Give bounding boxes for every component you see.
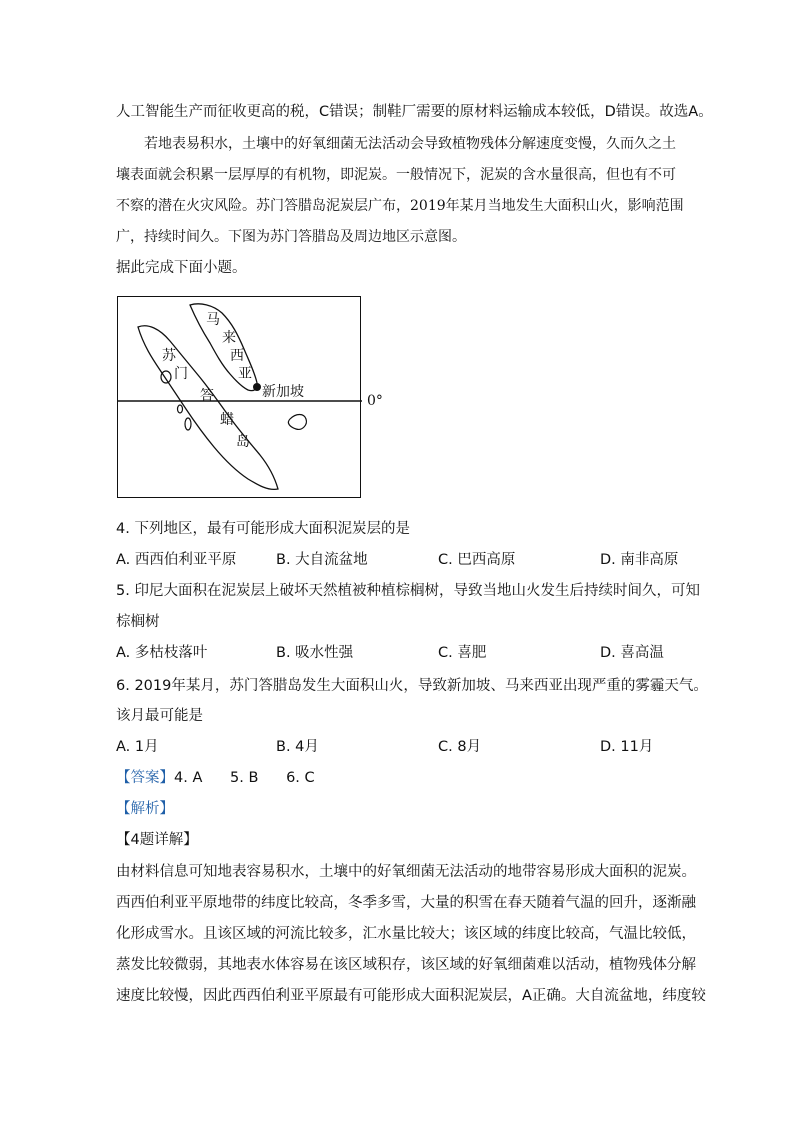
analysis-line: 西西伯利亚平原地带的纬度比较高，冬季多雪，大量的积雪在春天随着气温的回升，逐渐融 <box>116 895 696 911</box>
analysis-line: 由材料信息可知地表容易积水，土壤中的好氧细菌无法活动的地带容易形成大面积的泥炭。 <box>116 864 696 880</box>
question-4: 4. 下列地区，最有可能形成大面积泥炭层的是 <box>116 521 410 537</box>
label-da: 答 <box>200 388 214 404</box>
question-5: 5. 印尼大面积在泥炭层上破坏天然植被种植棕榈树，导致当地山火发生后持续时间久，可知 <box>116 583 700 599</box>
q6-option-a: A. 1月 <box>116 739 159 755</box>
q4-detail-label: 【4题详解】 <box>116 832 198 848</box>
answer-row <box>116 768 315 788</box>
map-drawing <box>118 297 362 499</box>
island <box>161 371 171 383</box>
q5-option-b: B. 吸水性强 <box>276 645 354 661</box>
q5-option-a: A. 多枯枝落叶 <box>116 645 208 661</box>
question-6: 6. 2019年某月，苏门答腊岛发生大面积山火，导致新加坡、马来西亚出现严重的雾霾天气。 <box>116 678 708 694</box>
island <box>288 415 306 430</box>
island <box>178 405 183 413</box>
analysis-line: 速度比较慢，因此西西伯利亚平原最有可能形成大面积泥炭层，A正确。大自流盆地，纬度较 <box>116 988 706 1004</box>
q6-option-d: D. 11月 <box>600 739 654 755</box>
intro-tail: 人工智能生产而征收更高的税，C错误；制鞋厂需要的原材料运输成本较低，D错误。故选A。 <box>116 104 713 120</box>
passage-line: 若地表易积水，土壤中的好氧细菌无法活动会导致植物残体分解速度变慢，久而久之土 <box>144 136 676 152</box>
q6-option-c: C. 8月 <box>438 739 482 755</box>
label-ya: 亚 <box>238 366 252 382</box>
label-dao: 岛 <box>236 434 250 450</box>
label-su: 苏 <box>162 348 176 364</box>
question-6-cont: 该月最可能是 <box>116 708 203 724</box>
passage-line: 广，持续时间久。下图为苏门答腊岛及周边地区示意图。 <box>116 229 466 245</box>
q4-option-b: B. 大自流盆地 <box>276 552 368 568</box>
analysis-line: 化形成雪水。且该区域的河流比较多，汇水量比较大；该区域的纬度比较高，气温比较低， <box>116 926 696 942</box>
label-men: 门 <box>174 366 188 382</box>
q5-option-d: D. 喜高温 <box>600 645 664 661</box>
analysis-line: 蒸发比较微弱，其地表水体容易在该区域积存，该区域的好氧细菌难以活动，植物残体分解 <box>116 957 696 973</box>
q4-option-a: A. 西西伯利亚平原 <box>116 552 237 568</box>
q4-option-d: D. 南非高原 <box>600 552 679 568</box>
label-ma: 马 <box>206 312 220 328</box>
answer-label: 【答案】 <box>116 770 174 786</box>
label-singapore: 新加坡 <box>262 384 304 400</box>
sumatra-map <box>117 296 361 498</box>
label-la: 蜡 <box>220 412 234 428</box>
answer-text: 4. A 5. B 6. C <box>174 770 315 786</box>
passage-line: 不察的潜在火灾风险。苏门答腊岛泥炭层广布，2019年某月当地发生大面积山火，影响范围 <box>116 198 684 214</box>
q4-option-c: C. 巴西高原 <box>438 552 516 568</box>
question-5-cont: 棕榈树 <box>116 614 160 630</box>
passage-line: 壤表面就会积累一层厚厚的有机物，即泥炭。一般情况下，泥炭的含水量很高，但也有不可 <box>116 167 676 183</box>
sumatra-outline <box>138 326 278 490</box>
analysis-label: 【解析】 <box>116 801 174 817</box>
singapore-marker <box>253 383 261 391</box>
label-lai: 来 <box>222 330 236 346</box>
q6-option-b: B. 4月 <box>276 739 319 755</box>
label-equator: 0° <box>367 393 383 409</box>
q5-option-c: C. 喜肥 <box>438 645 487 661</box>
instruction: 据此完成下面小题。 <box>116 260 247 276</box>
label-xi: 西 <box>230 348 244 364</box>
island <box>185 418 191 430</box>
